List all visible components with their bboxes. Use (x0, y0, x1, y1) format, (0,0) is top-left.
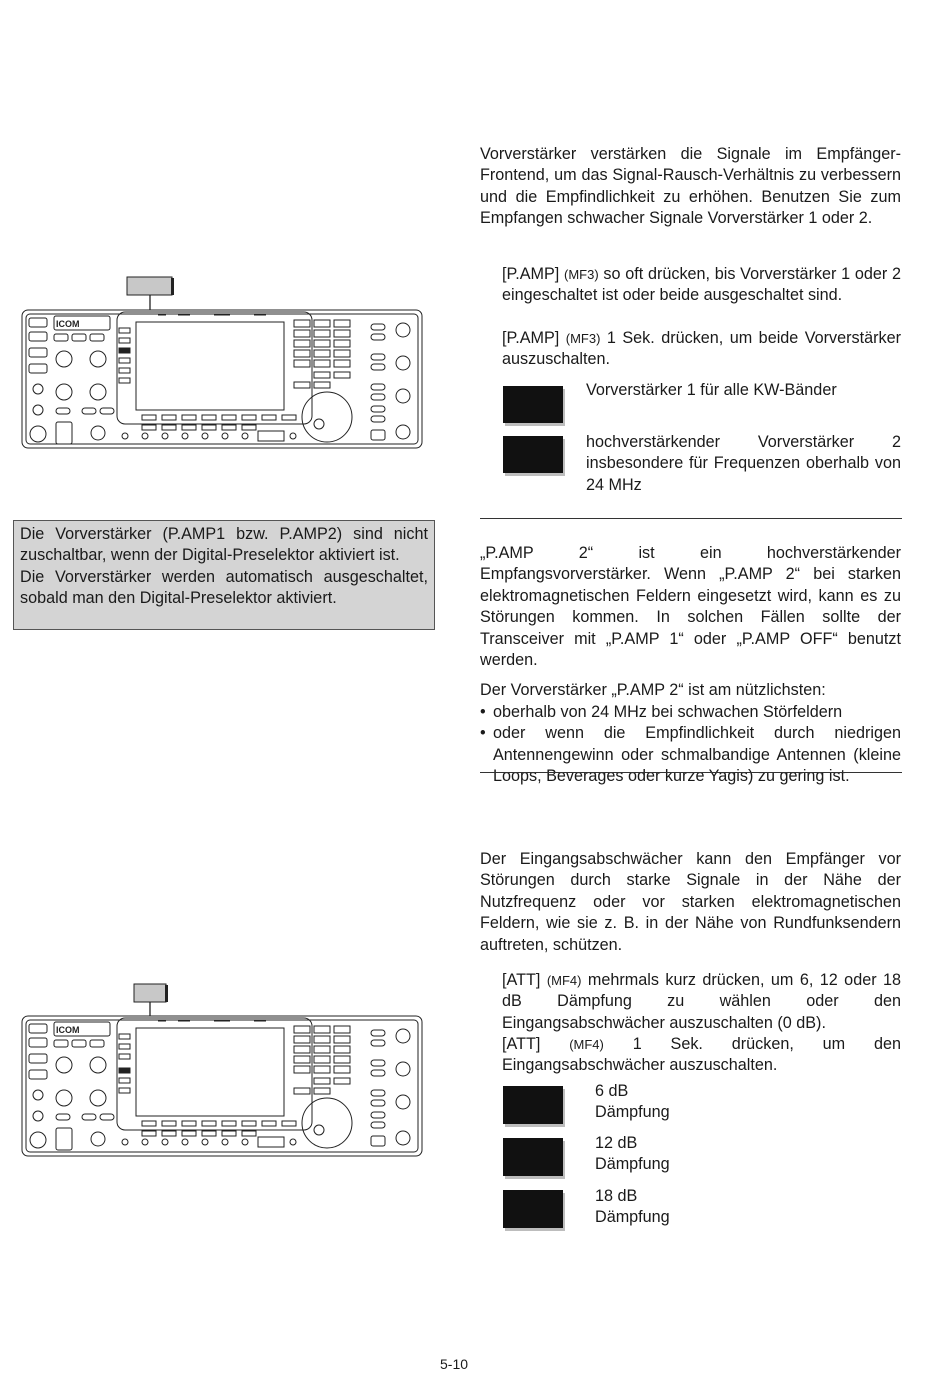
att-level-6db (595, 1081, 795, 1124)
preamp-step-1-text: so oft drücken, bis Vorverstärker 1 oder 2 eingeschaltet ist oder beide ausgeschaltet sind. (502, 265, 902, 305)
p-amp-key-label: [P.AMP] (502, 329, 560, 347)
att-key-label: [ATT] (502, 971, 541, 989)
note-line-2: Die Vorverstärker werden automatisch ausgeschaltet, sobald man den Digital-Preselektor aktiviert. (20, 567, 428, 608)
p-amp-1-indicator (503, 386, 563, 423)
att-level-value: 12 dB (595, 1134, 638, 1152)
preamp-indicator-2-text: hochverstärkender Vorverstärker 2 insbesondere für Frequenzen oberhalb von 24 MHz (586, 433, 901, 494)
icom-logo: ICOM (56, 1025, 80, 1035)
section-divider (480, 772, 902, 773)
preamp-2-paragraph-2: Der Vorverstärker „P.AMP 2“ ist am nützlichsten: (480, 681, 826, 700)
att-18db-indicator (503, 1190, 563, 1228)
preamp-step-2-text: 1 Sek. drücken, um beide Vorverstärker auszuschalten. (502, 329, 902, 369)
att-key-label: [ATT] (502, 1035, 541, 1053)
preamp-indicator-1-text: Vorverstärker 1 für alle KW-Bänder (586, 381, 837, 399)
preamp-step-1 (502, 264, 901, 307)
attenuator-step-2 (502, 1034, 901, 1077)
mf3-label: (MF3) (565, 331, 601, 346)
p-amp-key-label: [P.AMP] (502, 265, 560, 283)
att-level-value: 18 dB (595, 1187, 638, 1205)
mf4-label: (MF4) (546, 973, 582, 988)
att-level-12db (595, 1133, 795, 1176)
section-divider (480, 518, 902, 519)
mf3-label: (MF3) (564, 267, 599, 282)
page-number: 5-10 (440, 1356, 469, 1372)
att-level-value: 6 dB (595, 1082, 629, 1100)
att-12db-indicator (503, 1138, 563, 1176)
note-line-1: Die Vorverstärker (P.AMP1 bzw. P.AMP2) sind nicht zuschaltbar, wenn der Digital-Preselektor aktiviert ist. (20, 525, 428, 565)
preamp-2-info (480, 543, 901, 787)
radio-front-panel-preamp (18, 272, 428, 454)
preamp-2-bullets (480, 702, 901, 788)
attenuator-intro: Der Eingangsabschwächer kann den Empfänger vor Störungen durch starke Signale in der Nähe der Nutzfrequenz oder vor starken elektromagnetischen Feldern, wie sie z. B. in der Nähe von Rundfunksendern auftreten, schützen. (480, 850, 901, 954)
att-level-label: Dämpfung (595, 1103, 670, 1122)
att-level-18db (595, 1186, 795, 1229)
att-level-label: Dämpfung (595, 1208, 670, 1227)
note-box (13, 520, 435, 630)
attenuator-step-1-text: mehrmals kurz drücken, um 6, 12 oder 18 dB Dämpfung zu wählen oder den Eingangsabschwächer auszuschalten (0 dB). (502, 971, 902, 1032)
attenuator-step-1 (502, 970, 901, 1034)
bullet-item: • oder wenn die Empfindlichkeit durch niedrigen Antennengewinn oder schmalbandige Antennen (kleine Loops, Beverages oder kurze Yagis) zu gering ist. (480, 723, 901, 787)
radio-front-panel-att (18, 980, 428, 1162)
preamp-2-paragraph-1: „P.AMP 2“ ist ein hochverstärkender Empfangsvorverstärker. Wenn „P.AMP 2“ bei starken elektromagnetischen Feldern eingesetzt wird, kann es zu Störungen kommen. In solchen Fällen sollte der Transceiver mit „P.AMP 1“ oder „P.AMP OFF“ benutzt werden. (480, 544, 901, 670)
att-6db-indicator (503, 1086, 563, 1124)
icom-logo: ICOM (56, 319, 80, 329)
mf4-label: (MF4) (569, 1037, 604, 1052)
preamp-step-2 (502, 328, 901, 371)
attenuator-step-2-text: 1 Sek. drücken, um den Eingangsabschwächer auszuschalten. (502, 1035, 901, 1075)
bullet-item: • oberhalb von 24 MHz bei schwachen Störfeldern (480, 702, 901, 723)
preamp-intro: Vorverstärker verstärken die Signale im Empfänger-Frontend, um das Signal-Rausch-Verhältnis zu verbessern und die Empfindlichkeit zu erhöhen. Benutzen Sie zum Empfangen schwacher Signale Vorverstärker 1 oder 2. (480, 145, 901, 228)
att-level-label: Dämpfung (595, 1155, 670, 1174)
p-amp-2-indicator (503, 436, 563, 473)
